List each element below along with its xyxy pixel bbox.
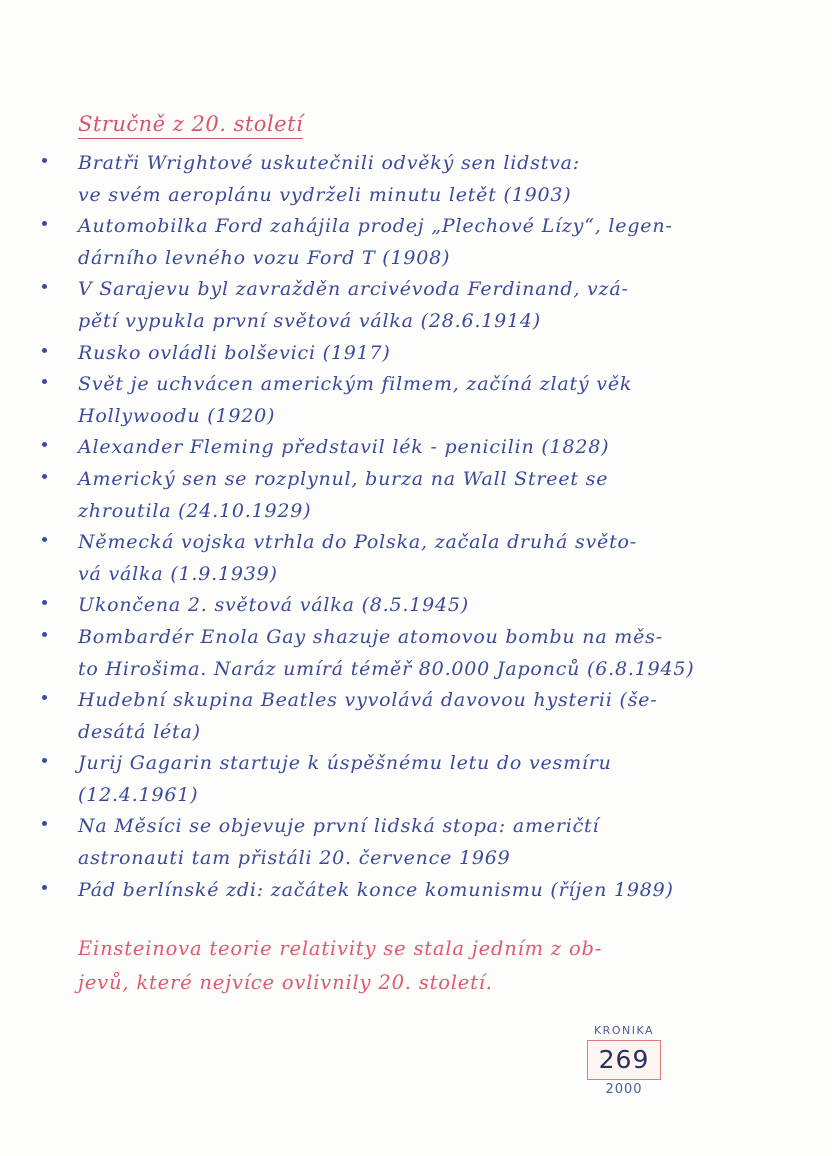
list-item-line: astronauti tam přistáli 20. července 1969 bbox=[78, 847, 511, 870]
bullet-dot-icon bbox=[42, 158, 47, 163]
list-item-line: desátá léta) bbox=[78, 720, 201, 743]
bullet-dot-icon bbox=[42, 885, 47, 890]
list-item bbox=[30, 527, 710, 590]
list-item bbox=[30, 148, 710, 211]
page-title: Stručně z 20. století bbox=[78, 112, 303, 139]
list-item bbox=[30, 338, 710, 370]
list-item bbox=[30, 875, 710, 907]
list-item-line: Svět je uchvácen americkým filmem, začíná zlatý věk bbox=[78, 373, 633, 396]
note-line: jevů, které nejvíce ovlivnily 20. století. bbox=[78, 971, 493, 994]
bullet-dot-icon bbox=[42, 474, 47, 479]
list-item-line: Alexander Fleming představil lék - penicilin (1828) bbox=[78, 436, 610, 459]
list-item-line: Jurij Gagarin startuje k úspěšnému letu do vesmíru bbox=[78, 752, 612, 775]
stamp-label: KRONIKA bbox=[593, 1024, 655, 1037]
list-item-line: Rusko ovládli bolševici (1917) bbox=[78, 341, 391, 364]
list-item-line: Hudební skupina Beatles vyvolává davovou hysterii (še- bbox=[78, 689, 658, 712]
list-item bbox=[30, 432, 710, 464]
list-item bbox=[30, 369, 710, 432]
list-item-line: V Sarajevu byl zavražděn arcivévoda Ferdinand, vzá- bbox=[78, 278, 629, 301]
stamp-page-number: 269 bbox=[587, 1040, 661, 1080]
list-item-line: zhroutila (24.10.1929) bbox=[78, 499, 312, 522]
list-item bbox=[30, 590, 710, 622]
list-item-line: Automobilka Ford zahájila prodej „Plechové Lízy“, legen- bbox=[78, 215, 673, 238]
bullet-dot-icon bbox=[42, 442, 47, 447]
bullet-dot-icon bbox=[42, 379, 47, 384]
chronicle-page-stamp bbox=[582, 1024, 666, 1097]
list-item-line: Bratři Wrightové uskutečnili odvěký sen lidstva: bbox=[78, 152, 580, 174]
bullet-dot-icon bbox=[42, 632, 47, 637]
list-item-line: vá válka (1.9.1939) bbox=[78, 562, 278, 585]
bullet-dot-icon bbox=[42, 600, 47, 605]
bullet-dot-icon bbox=[42, 537, 47, 542]
list-item-line: to Hirošima. Naráz umírá téměř 80.000 Japonců (6.8.1945) bbox=[78, 657, 695, 680]
events-list bbox=[30, 148, 710, 906]
list-item-line: Pád berlínské zdi: začátek konce komunismu (říjen 1989) bbox=[78, 878, 674, 901]
bullet-dot-icon bbox=[42, 821, 47, 826]
list-item-line: Hollywoodu (1920) bbox=[78, 404, 276, 427]
bullet-dot-icon bbox=[42, 758, 47, 763]
bullet-dot-icon bbox=[42, 695, 47, 700]
list-item bbox=[30, 464, 710, 527]
bullet-dot-icon bbox=[42, 348, 47, 353]
list-item-line: Na Měsíci se objevuje první lidská stopa: američtí bbox=[78, 815, 600, 838]
list-item-line: Ukončena 2. světová válka (8.5.1945) bbox=[78, 594, 470, 617]
list-item bbox=[30, 685, 710, 748]
list-item-line: Německá vojska vtrhla do Polska, začala druhá světo- bbox=[78, 531, 637, 554]
bullet-dot-icon bbox=[42, 221, 47, 226]
list-item bbox=[30, 622, 710, 685]
list-item bbox=[30, 811, 710, 874]
closing-note bbox=[78, 932, 718, 1000]
list-item-line: pětí vypukla první světová válka (28.6.1914) bbox=[78, 309, 541, 332]
bullet-dot-icon bbox=[42, 284, 47, 289]
list-item-line: Americký sen se rozplynul, burza na Wall Street se bbox=[78, 467, 609, 490]
list-item-line: (12.4.1961) bbox=[78, 783, 199, 806]
list-item-line: dárního levného vozu Ford T (1908) bbox=[78, 246, 451, 269]
note-line: Einsteinova teorie relativity se stala jedním z ob- bbox=[78, 937, 603, 960]
list-item bbox=[30, 211, 710, 274]
list-item bbox=[30, 748, 710, 811]
stamp-year: 2000 bbox=[605, 1082, 643, 1097]
list-item-line: ve svém aeroplánu vydrželi minutu letět (1903) bbox=[78, 183, 572, 206]
list-item-line: Bombardér Enola Gay shazuje atomovou bombu na měs- bbox=[78, 625, 663, 648]
list-item bbox=[30, 274, 710, 337]
